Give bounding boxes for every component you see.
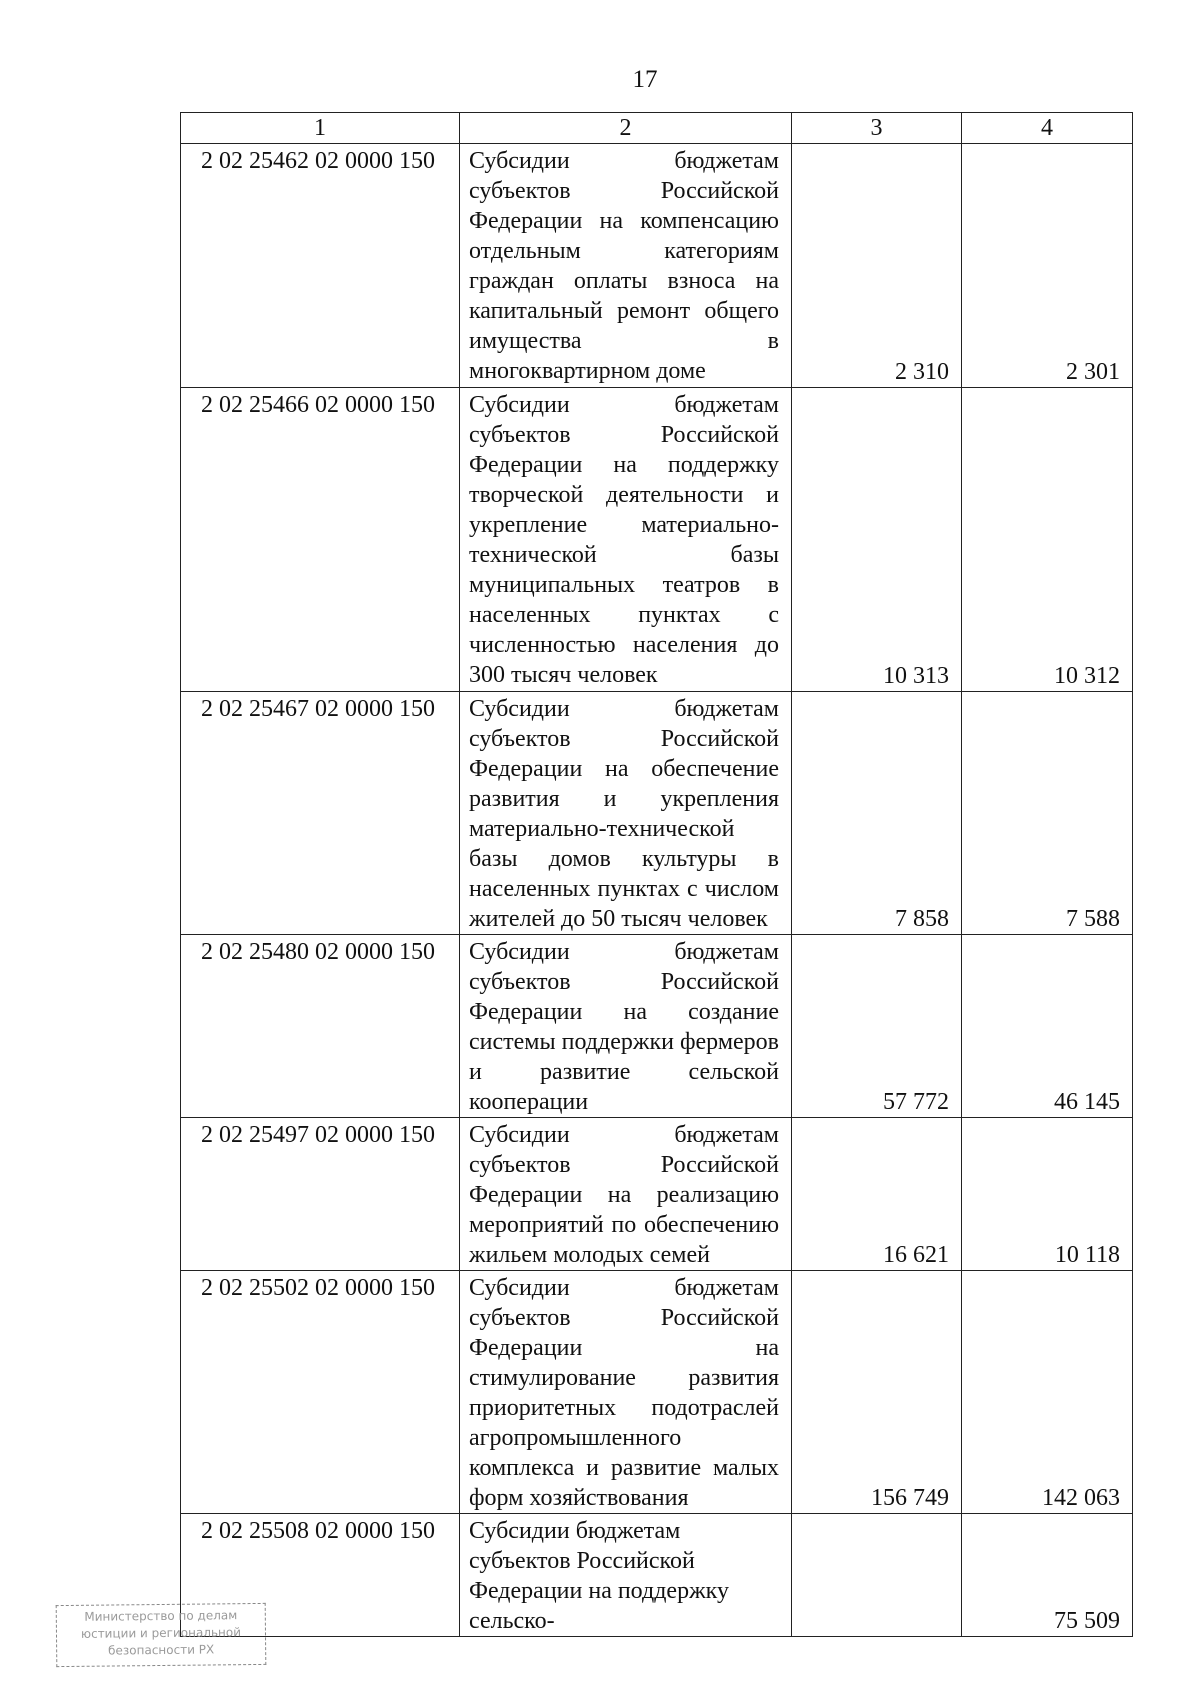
budget-revenue-table: [180, 112, 1133, 1637]
amount-col4-cell: 75 509: [962, 1514, 1133, 1637]
stamp-line: безопасности РХ: [108, 1642, 215, 1658]
amount-col4-cell: 10 118: [962, 1118, 1133, 1271]
budget-code-cell: 2 02 25466 02 0000 150: [181, 388, 460, 692]
stamp-line: юстиции и региональной: [80, 1625, 242, 1641]
description-cell: Субсидии бюджетам субъектов Российской Федерации на реализацию мероприятий по обеспечению жильем молодых семей: [460, 1118, 792, 1271]
budget-code-cell: 2 02 25497 02 0000 150: [181, 1118, 460, 1271]
column-header-4: 4: [962, 113, 1133, 144]
table-row: [181, 1271, 1133, 1514]
table-header-row: [181, 113, 1133, 144]
table-row: [181, 692, 1133, 935]
table-row: [181, 1118, 1133, 1271]
description-cell: Субсидии бюджетам субъектов Российской Федерации на стимулирование развития приоритетных подотраслей агропромышленного комплекса и развитие малых форм хозяйствования: [460, 1271, 792, 1514]
budget-code-cell: 2 02 25508 02 0000 150: [181, 1514, 460, 1637]
amount-col3-cell: 57 772: [792, 935, 962, 1118]
amount-col4-cell: 142 063: [962, 1271, 1133, 1514]
table-row: [181, 144, 1133, 388]
table-row: [181, 935, 1133, 1118]
column-header-2: 2: [460, 113, 792, 144]
description-cell: Субсидии бюджетам субъектов Российской Федерации на поддержку сельско-: [460, 1514, 792, 1637]
amount-col4-cell: 10 312: [962, 388, 1133, 692]
amount-col3-cell: [792, 1514, 962, 1637]
column-header-3: 3: [792, 113, 962, 144]
amount-col3-cell: 7 858: [792, 692, 962, 935]
budget-code-cell: 2 02 25480 02 0000 150: [181, 935, 460, 1118]
amount-col3-cell: 2 310: [792, 144, 962, 388]
budget-code-cell: 2 02 25502 02 0000 150: [181, 1271, 460, 1514]
description-cell: Субсидии бюджетам субъектов Российской Федерации на поддержку творческой деятельности и укрепление материально-технической базы муниципальных театров в населенных пунктах с численностью населения до 300 тысяч человек: [460, 388, 792, 692]
table-row: [181, 1514, 1133, 1637]
amount-col4-cell: 46 145: [962, 935, 1133, 1118]
amount-col3-cell: 156 749: [792, 1271, 962, 1514]
amount-col4-cell: 7 588: [962, 692, 1133, 935]
budget-code-cell: 2 02 25462 02 0000 150: [181, 144, 460, 388]
stamp-line: Министерство по делам: [84, 1608, 238, 1624]
budget-code-cell: 2 02 25467 02 0000 150: [181, 692, 460, 935]
table-row: [181, 388, 1133, 692]
ministry-stamp: [56, 1603, 267, 1667]
column-header-1: 1: [181, 113, 460, 144]
amount-col4-cell: 2 301: [962, 144, 1133, 388]
description-cell: Субсидии бюджетам субъектов Российской Федерации на обеспечение развития и укрепления материально-технической базы домов культуры в населенных пунктах с числом жителей до 50 тысяч человек: [460, 692, 792, 935]
description-cell: Субсидии бюджетам субъектов Российской Федерации на компенсацию отдельным категориям граждан оплаты взноса на капитальный ремонт общего имущества в многоквартирном доме: [460, 144, 792, 388]
page-number: 17: [632, 66, 658, 93]
amount-col3-cell: 16 621: [792, 1118, 962, 1271]
amount-col3-cell: 10 313: [792, 388, 962, 692]
description-cell: Субсидии бюджетам субъектов Российской Федерации на создание системы поддержки фермеров и развитие сельской кооперации: [460, 935, 792, 1118]
